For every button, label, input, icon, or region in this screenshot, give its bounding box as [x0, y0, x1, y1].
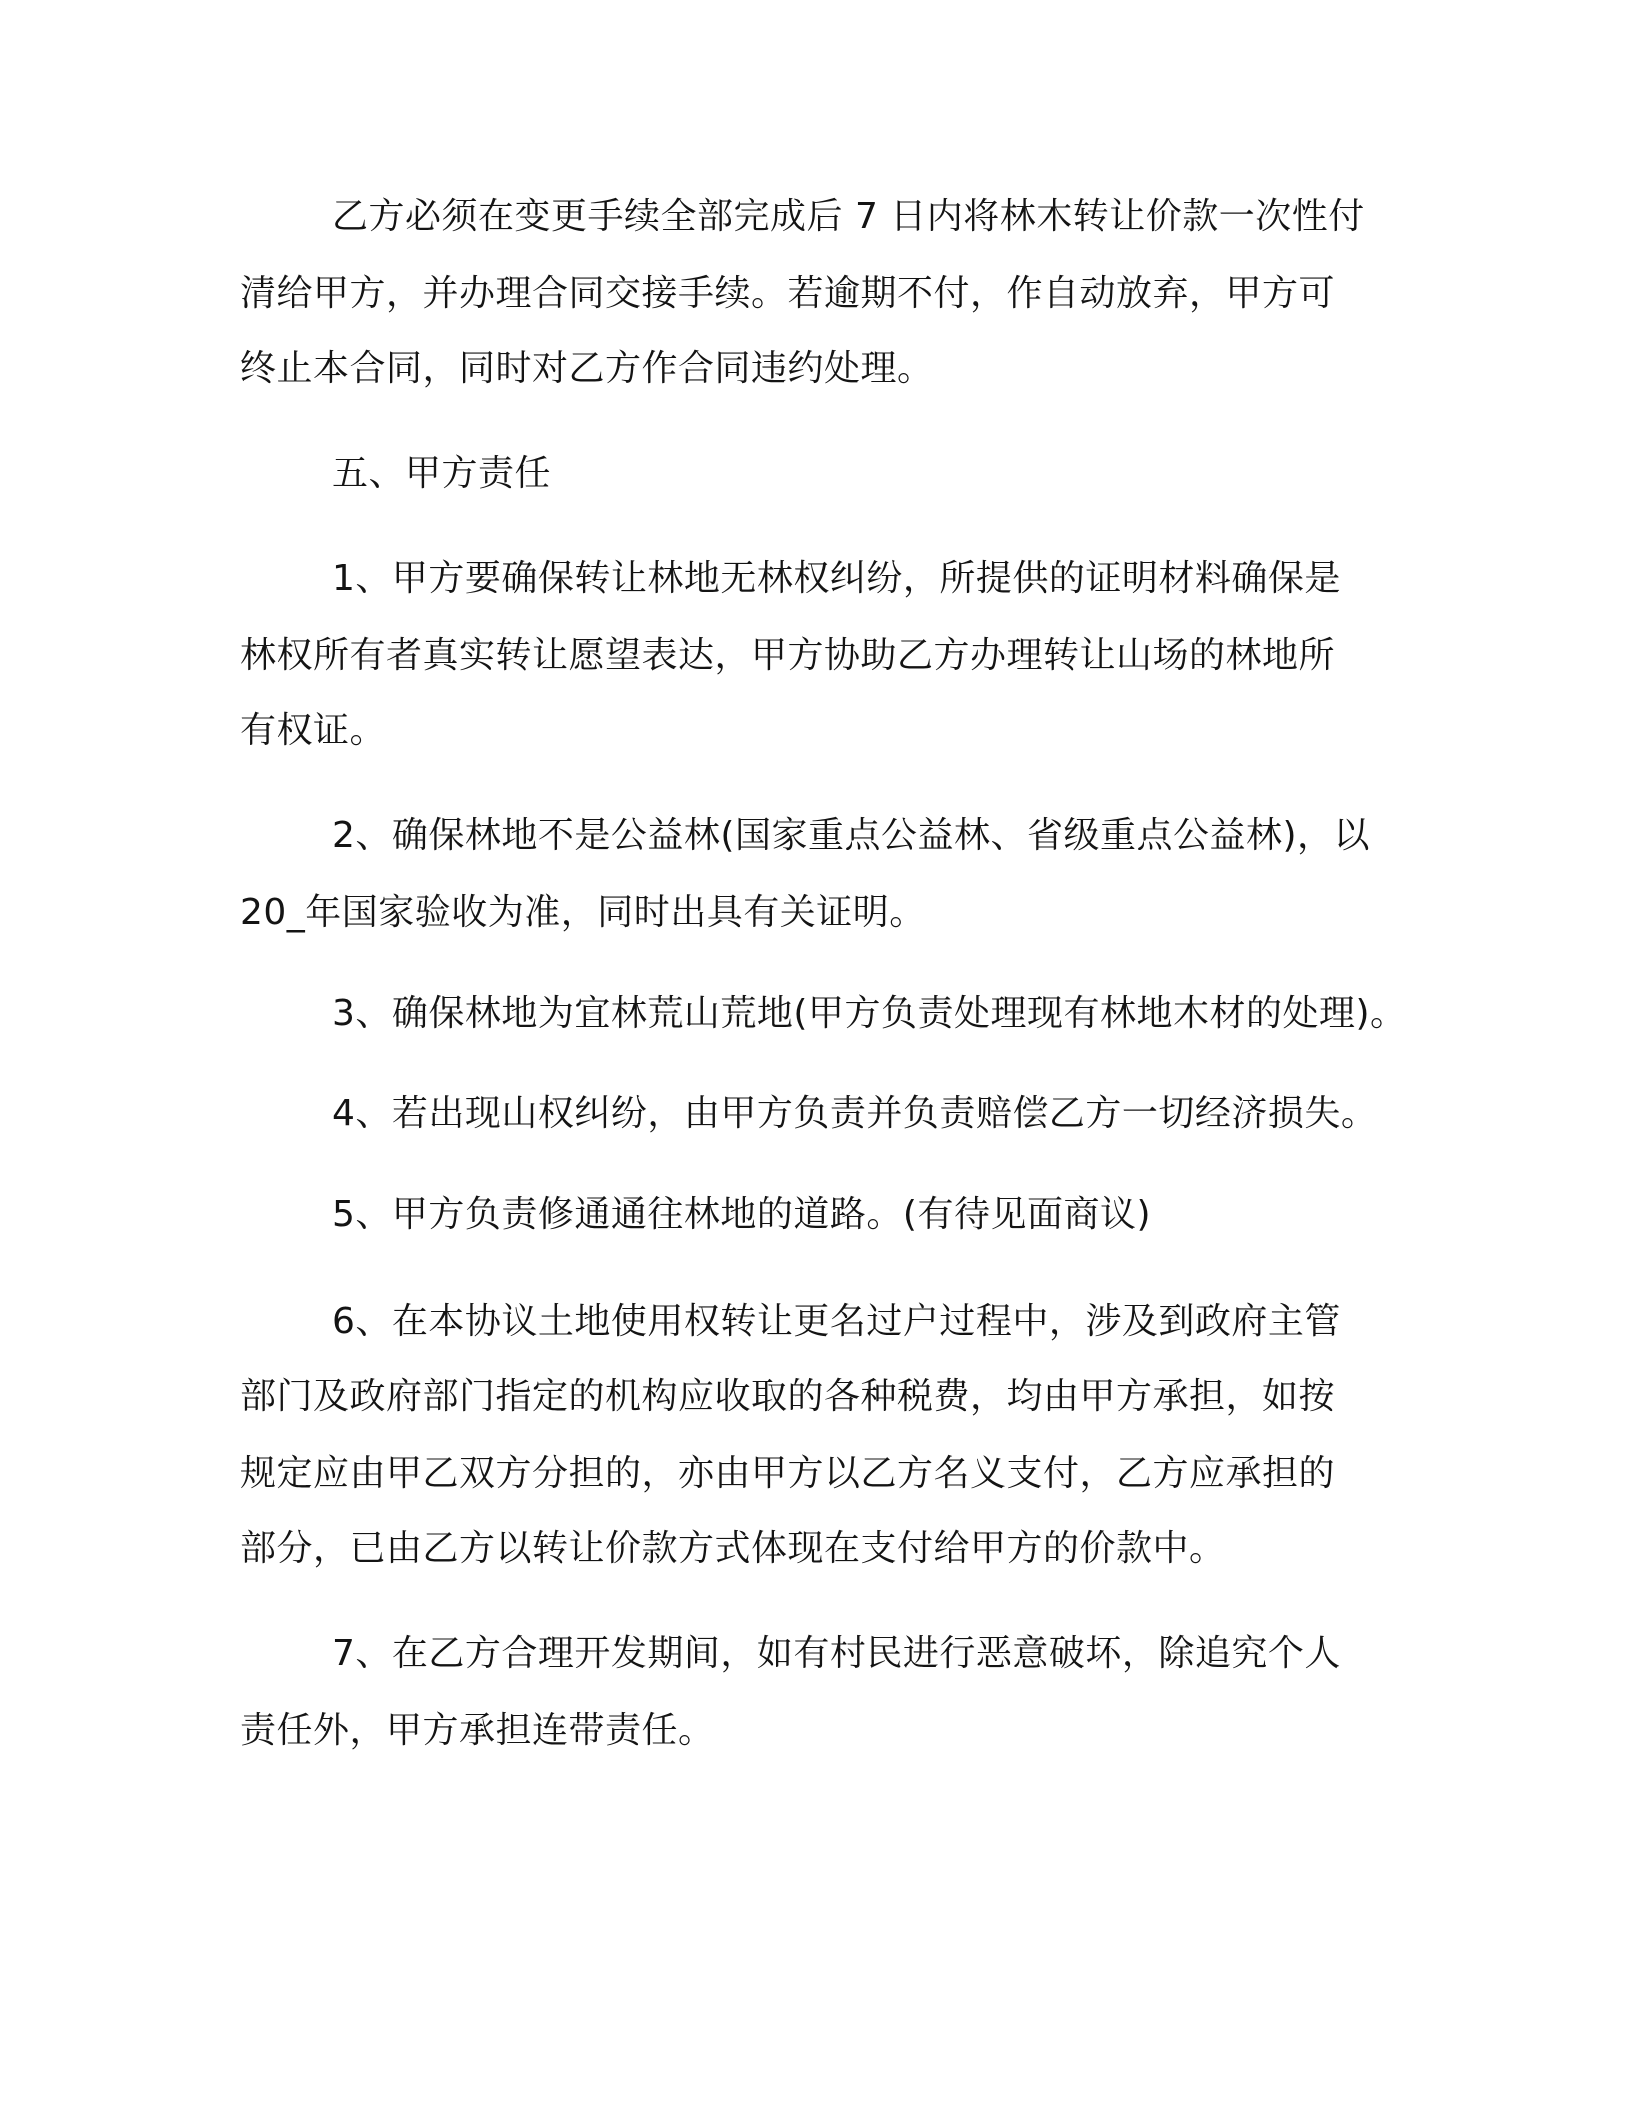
clause-line: 有权证。: [240, 710, 387, 751]
clause-line: 20_年国家验收为准，同时出具有关证明。: [240, 892, 926, 933]
clause-line: 规定应由甲乙双方分担的，亦由甲方以乙方名义支付，乙方应承担的: [240, 1453, 1336, 1494]
clause-line: 部门及政府部门指定的机构应收取的各种税费，均由甲方承担，如按: [240, 1376, 1336, 1417]
clause-line: 3、确保林地为宜林荒山荒地(甲方负责处理现有林地木材的处理)。: [332, 993, 1407, 1034]
paragraph-line: 终止本合同，同时对乙方作合同违约处理。: [240, 348, 934, 389]
clause-line: 1、甲方要确保转让林地无林权纠纷，所提供的证明材料确保是: [332, 558, 1341, 599]
clause-line: 责任外，甲方承担连带责任。: [240, 1710, 715, 1751]
clause-line: 4、若出现山权纠纷，由甲方负责并负责赔偿乙方一切经济损失。: [332, 1093, 1378, 1134]
clause-line: 部分，已由乙方以转让价款方式体现在支付给甲方的价款中。: [240, 1528, 1226, 1569]
section-heading: 五、甲方责任: [332, 453, 552, 494]
clause-line: 7、在乙方合理开发期间，如有村民进行恶意破坏，除追究个人: [332, 1633, 1341, 1674]
paragraph-line: 乙方必须在变更手续全部完成后 7 日内将林木转让价款一次性付: [332, 196, 1365, 237]
paragraph-line: 清给甲方，并办理合同交接手续。若逾期不付，作自动放弃，甲方可: [240, 273, 1336, 314]
clause-line: 林权所有者真实转让愿望表达，甲方协助乙方办理转让山场的林地所: [240, 635, 1336, 676]
clause-line: 6、在本协议土地使用权转让更名过户过程中，涉及到政府主管: [332, 1301, 1341, 1342]
clause-line: 2、确保林地不是公益林(国家重点公益林、省级重点公益林)，以: [332, 815, 1370, 856]
clause-line: 5、甲方负责修通通往林地的道路。(有待见面商议): [332, 1194, 1151, 1235]
